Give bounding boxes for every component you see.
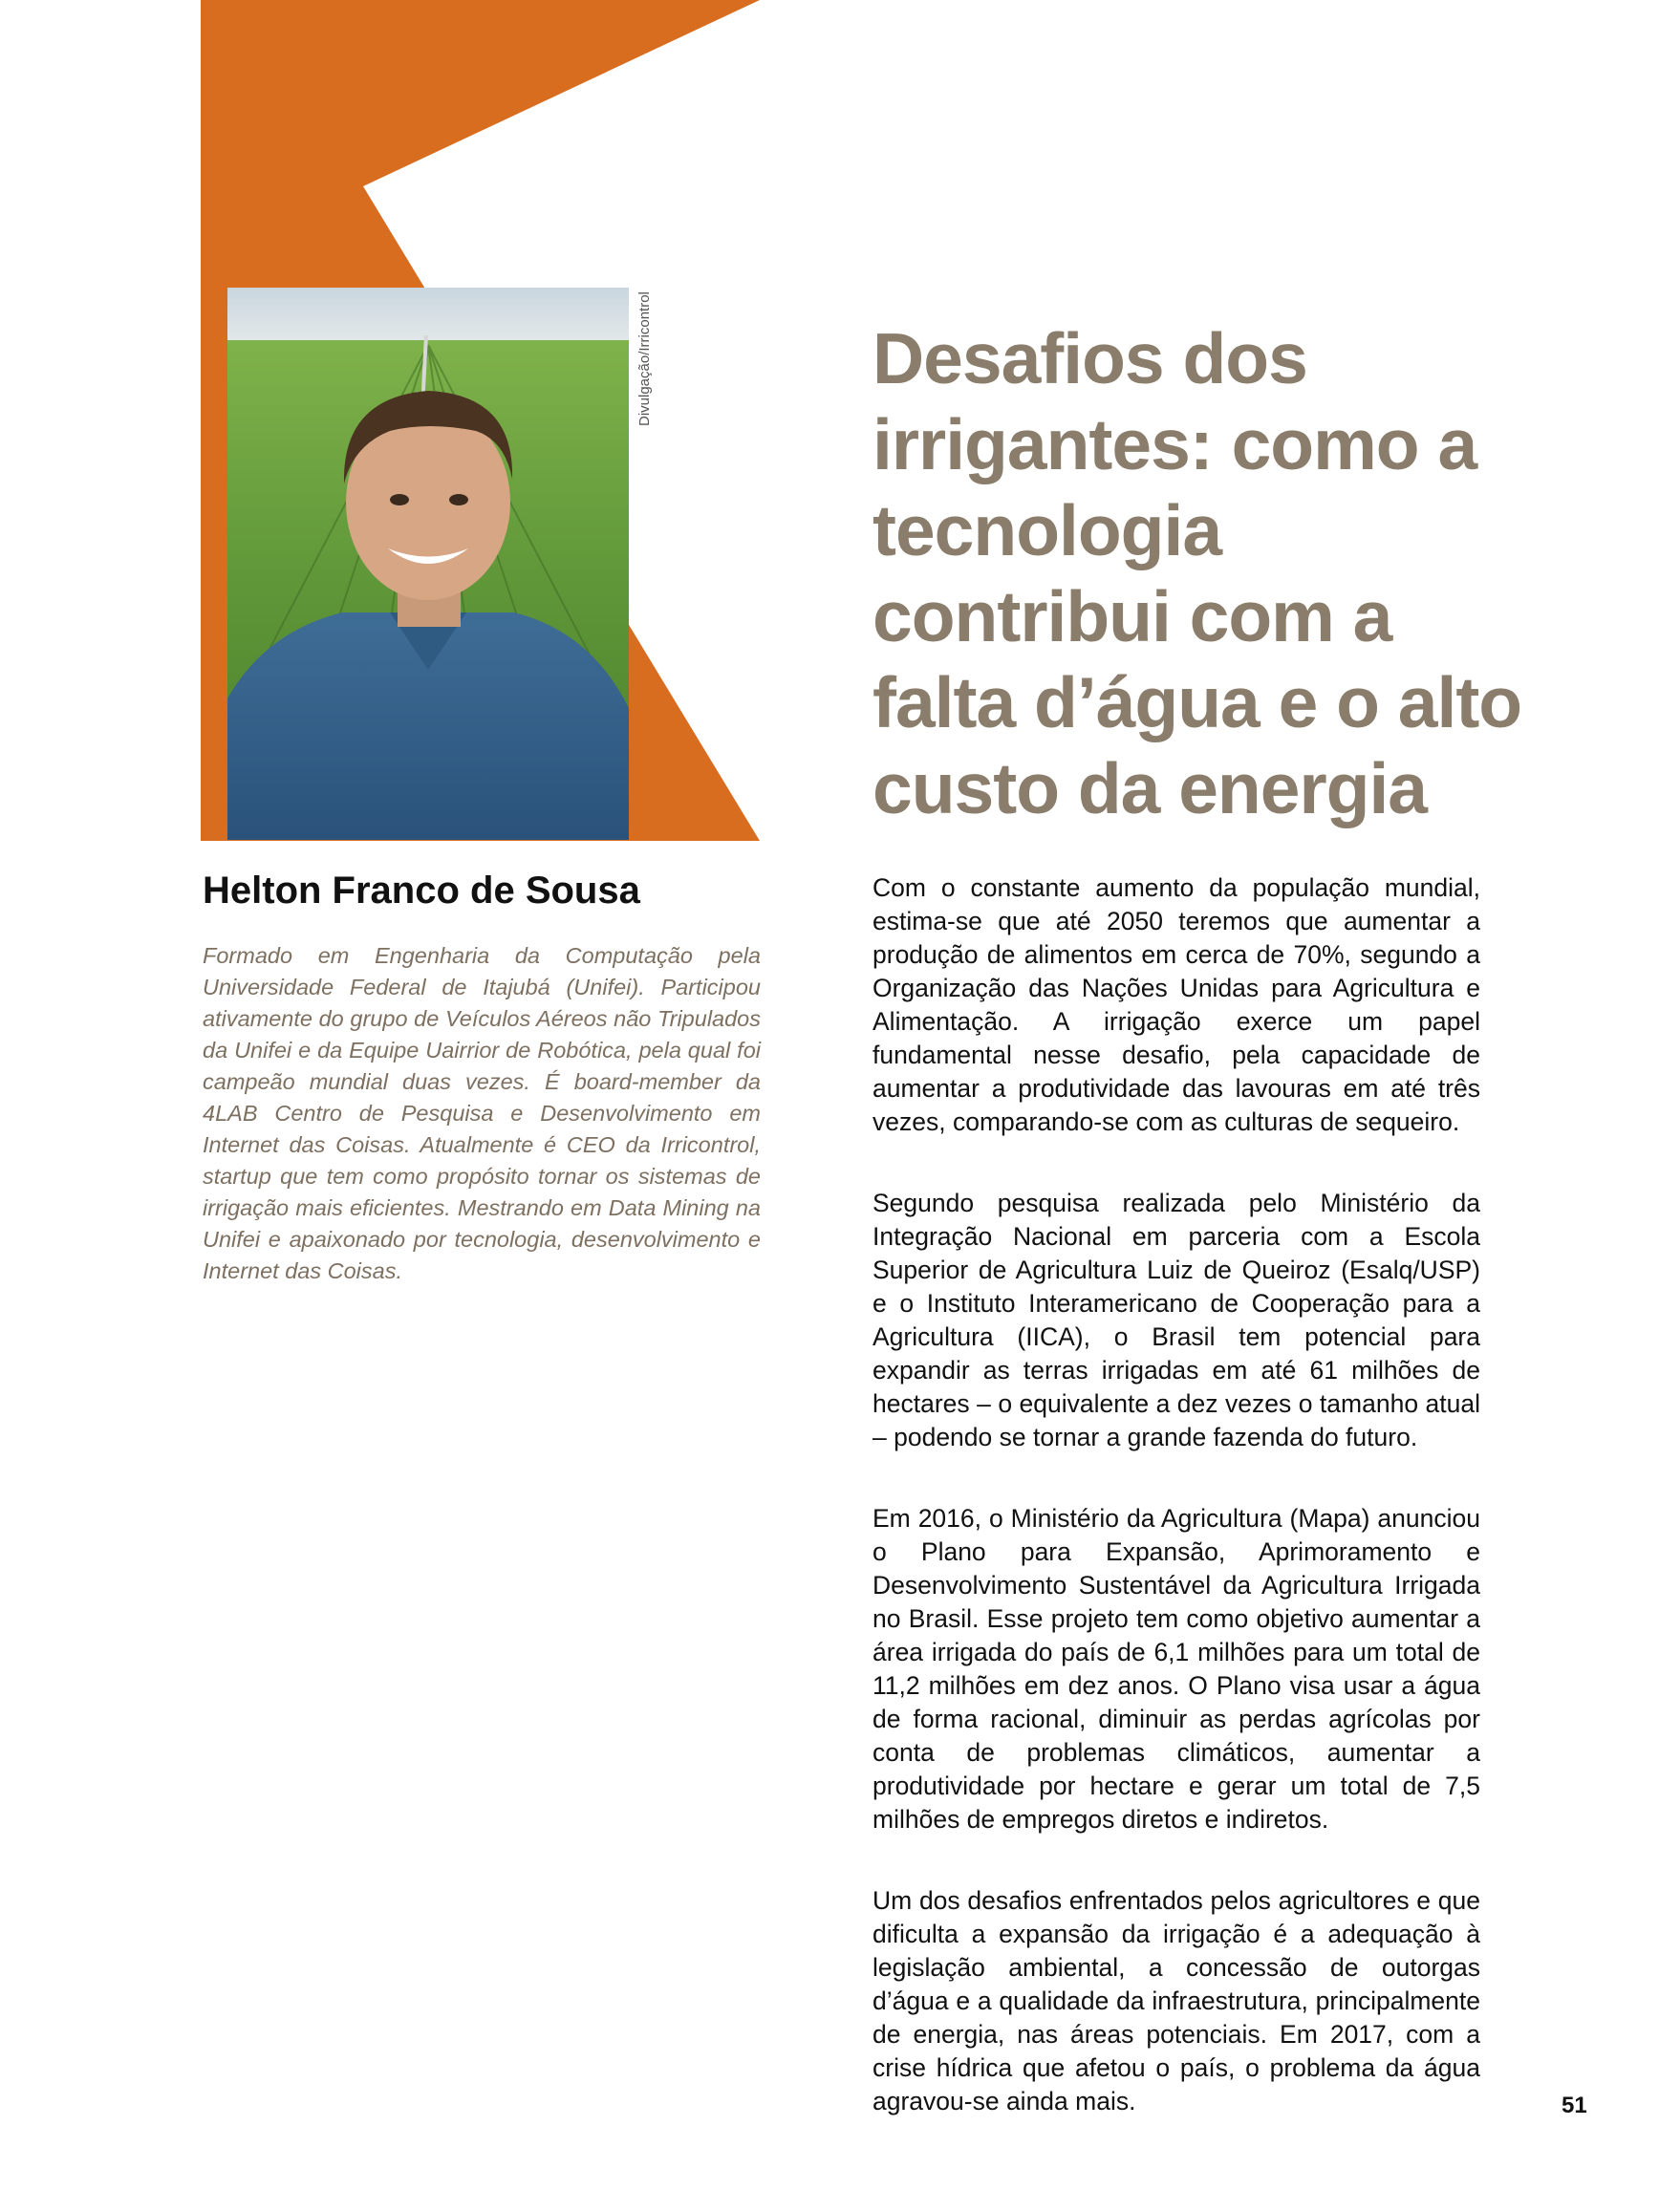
article-title: Desafios dos irrigantes: como a tecnologia contribui com a falta d’água e o alto custo da energia xyxy=(873,318,1522,828)
body-paragraph: Com o constante aumento da população mundial, estima-se que até 2050 teremos que aumentar a produção de alimentos em cerca de 70%, segundo a Organização das Nações Unidas para Agricultura e Alimentação. A irrigação exerce um papel fundamental nesse desafio, pela capacidade de aumentar a produtividade das lavouras em até três vezes, comparando-se com as culturas de sequeiro. xyxy=(873,873,1480,1136)
page-number: 51 xyxy=(1562,2093,1587,2118)
body-paragraph: Em 2016, o Ministério da Agricultura (Mapa) anunciou o Plano para Expansão, Aprimoramento e Desenvolvimento Sustentável da Agricultura Irrigada no Brasil. Esse projeto tem como objetivo aumentar a área irrigada do país de 6,1 milhões para um total de 11,2 milhões em dez anos. O Plano visa usar a água de forma racional, diminuir as perdas agrícolas por conta de problemas climáticos, aumentar a produtividade por hectare e gerar um total de 7,5 milhões de empregos diretos e indiretos. xyxy=(873,1504,1480,1834)
body-paragraph: Um dos desafios enfrentados pelos agricultores e que dificulta a expansão da irrigação é a adequação à legislação ambiental, a concessão de outorgas d’água e a qualidade da infraestrutura, principalmente de energia, nas áreas potenciais. Em 2017, com a crise hídrica que afetou o país, o problema da água agravou-se ainda mais. xyxy=(873,1886,1480,2115)
author-bio: Formado em Engenharia da Computação pela Universidade Federal de Itajubá (Unifei). Participou ativamente do grupo de Veículos Aéreos não Tripulados da Unifei e da Equipe Uairrior de Robótica, pela qual foi campeão mundial duas vezes. É board-member da 4LAB Centro de Pesquisa e Desenvolvimento em Internet das Coisas. Atualmente é CEO da Irricontrol, startup que tem como propósito tornar os sistemas de irrigação mais eficientes. Mestrando em Data Mining na Unifei e apaixonado por tecnologia, desenvolvimento e Internet das Coisas. xyxy=(203,943,761,1283)
author-photo xyxy=(227,288,629,840)
author-name: Helton Franco de Sousa xyxy=(203,870,640,912)
body-paragraph: Segundo pesquisa realizada pelo Ministério da Integração Nacional em parceria com a Escola Superior de Agricultura Luiz de Queiroz (Esalq/USP) e o Instituto Interamericano de Cooperação para a Agricultura (IICA), o Brasil tem potencial para expandir as terras irrigadas em até 61 milhões de hectares – o equivalente a dez vezes o tamanho atual – podendo se tornar a grande fazenda do futuro. xyxy=(873,1189,1480,1451)
article-body xyxy=(873,871,1480,2166)
photo-credit: Divulgação/Irricontrol xyxy=(636,291,653,426)
